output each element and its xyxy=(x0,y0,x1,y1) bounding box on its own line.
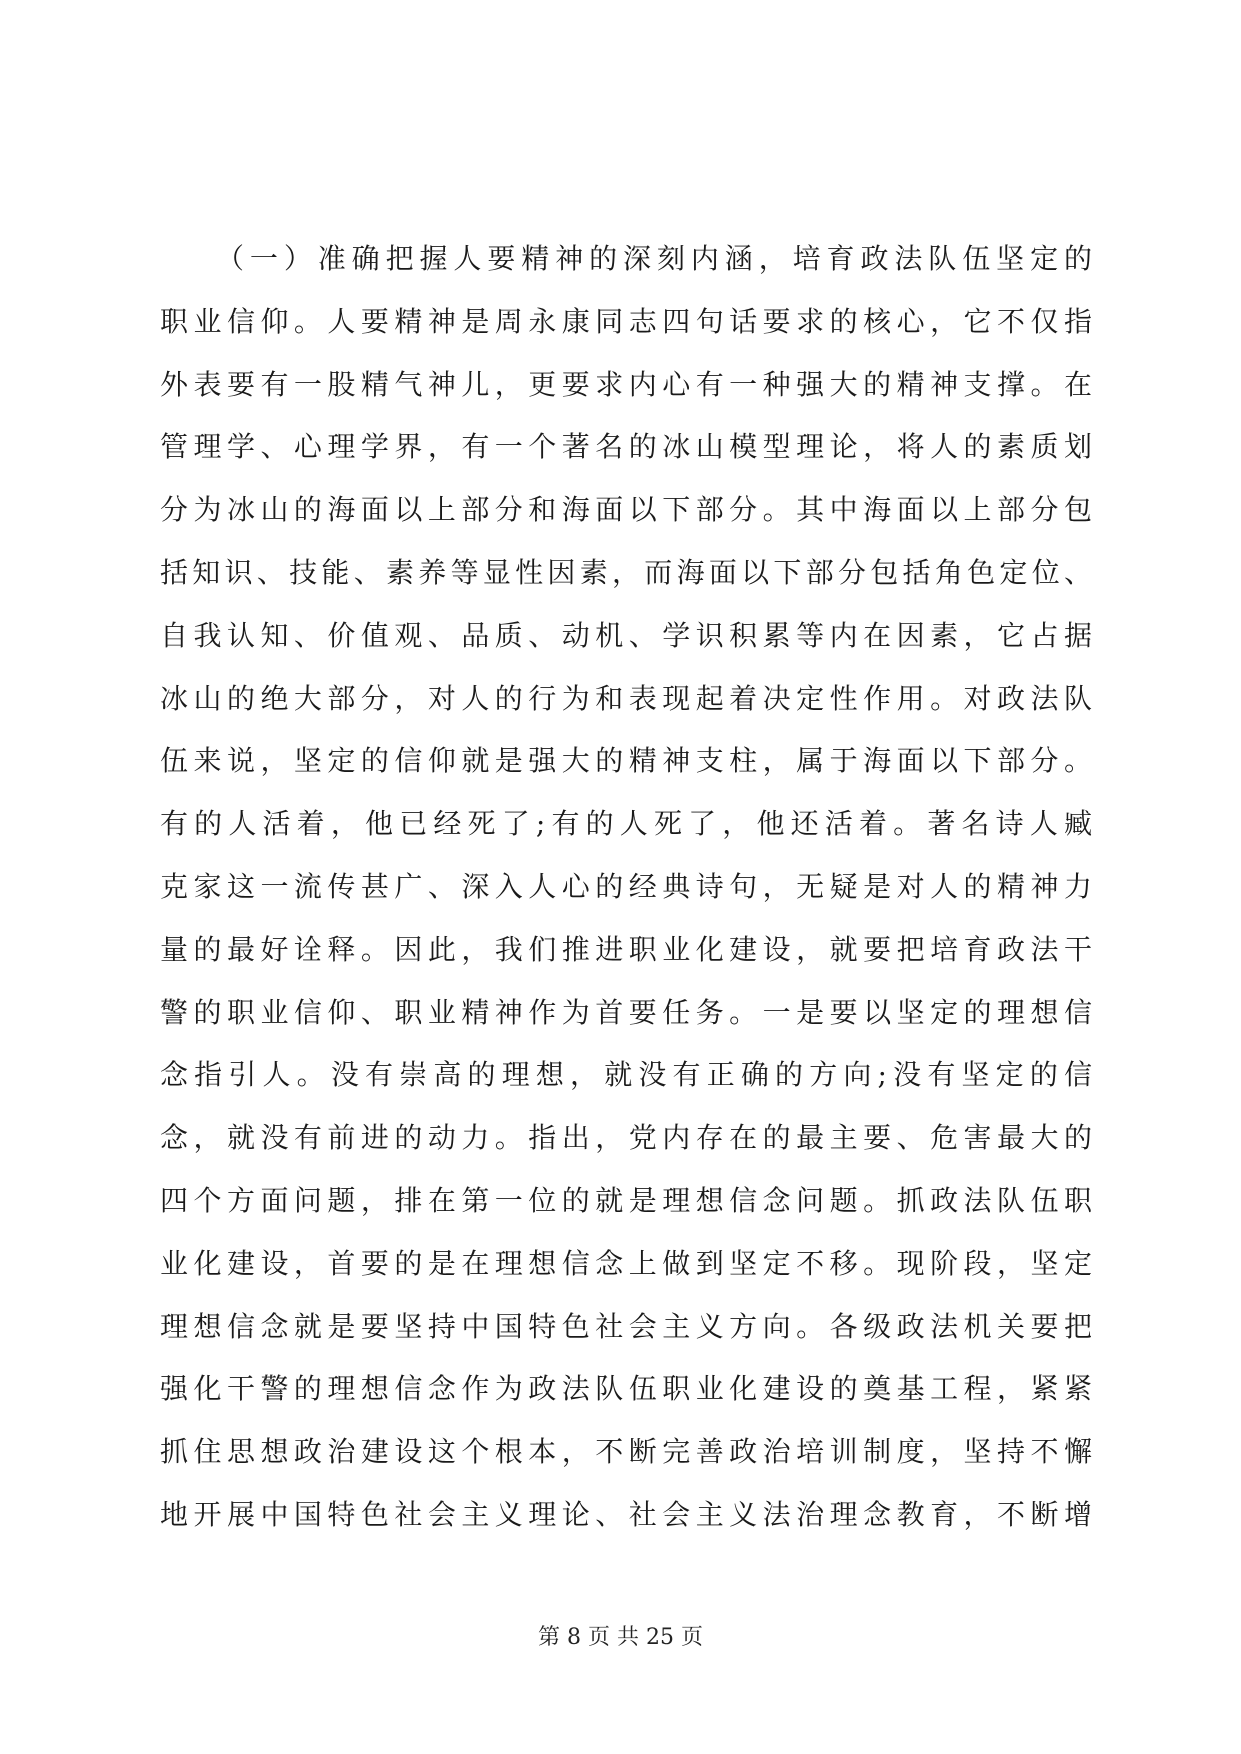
paragraph-line: 职业信仰。人要精神是周永康同志四句话要求的核心，它不仅指 xyxy=(160,304,1092,338)
paragraph-line: 念指引人。没有崇高的理想，就没有正确的方向;没有坚定的信 xyxy=(160,1058,1092,1092)
paragraph-line: 管理学、心理学界，有一个著名的冰山模型理论，将人的素质划 xyxy=(160,430,1092,464)
paragraph-line: 理想信念就是要坚持中国特色社会主义方向。各级政法机关要把 xyxy=(160,1309,1092,1343)
body-paragraph xyxy=(160,228,1092,1547)
paragraph-line: 伍来说，坚定的信仰就是强大的精神支柱，属于海面以下部分。 xyxy=(160,744,1092,778)
paragraph-line: 四个方面问题，排在第一位的就是理想信念问题。抓政法队伍职 xyxy=(160,1183,1092,1217)
paragraph-line: 抓住思想政治建设这个根本，不断完善政治培训制度，坚持不懈 xyxy=(160,1435,1092,1469)
paragraph-line: 分为冰山的海面以上部分和海面以下部分。其中海面以上部分包 xyxy=(160,493,1092,527)
paragraph-line: 强化干警的理想信念作为政法队伍职业化建设的奠基工程，紧紧 xyxy=(160,1372,1092,1406)
paragraph-line: 冰山的绝大部分，对人的行为和表现起着决定性作用。对政法队 xyxy=(160,681,1092,715)
paragraph-line: 量的最好诠释。因此，我们推进职业化建设，就要把培育政法干 xyxy=(160,932,1092,966)
paragraph-line: 括知识、技能、素养等显性因素，而海面以下部分包括角色定位、 xyxy=(160,555,1092,589)
paragraph-line: 警的职业信仰、职业精神作为首要任务。一是要以坚定的理想信 xyxy=(160,995,1092,1029)
page-number: 第 8 页 共 25 页 xyxy=(538,1625,703,1650)
paragraph-line: 地开展中国特色社会主义理论、社会主义法治理念教育，不断增 xyxy=(160,1497,1092,1531)
paragraph-line: 有的人活着，他已经死了;有的人死了，他还活着。著名诗人臧 xyxy=(160,807,1092,841)
paragraph-line: （一）准确把握人要精神的深刻内涵，培育政法队伍坚定的 xyxy=(216,242,1092,275)
paragraph-line: 业化建设，首要的是在理想信念上做到坚定不移。现阶段，坚定 xyxy=(160,1246,1092,1280)
paragraph-line: 外表要有一股精气神儿，更要求内心有一种强大的精神支撑。在 xyxy=(160,367,1092,401)
paragraph-line: 克家这一流传甚广、深入人心的经典诗句，无疑是对人的精神力 xyxy=(160,869,1092,903)
paragraph-line: 自我认知、价值观、品质、动机、学识积累等内在因素，它占据 xyxy=(160,618,1092,652)
paragraph-line: 念，就没有前进的动力。指出，党内存在的最主要、危害最大的 xyxy=(160,1121,1092,1155)
